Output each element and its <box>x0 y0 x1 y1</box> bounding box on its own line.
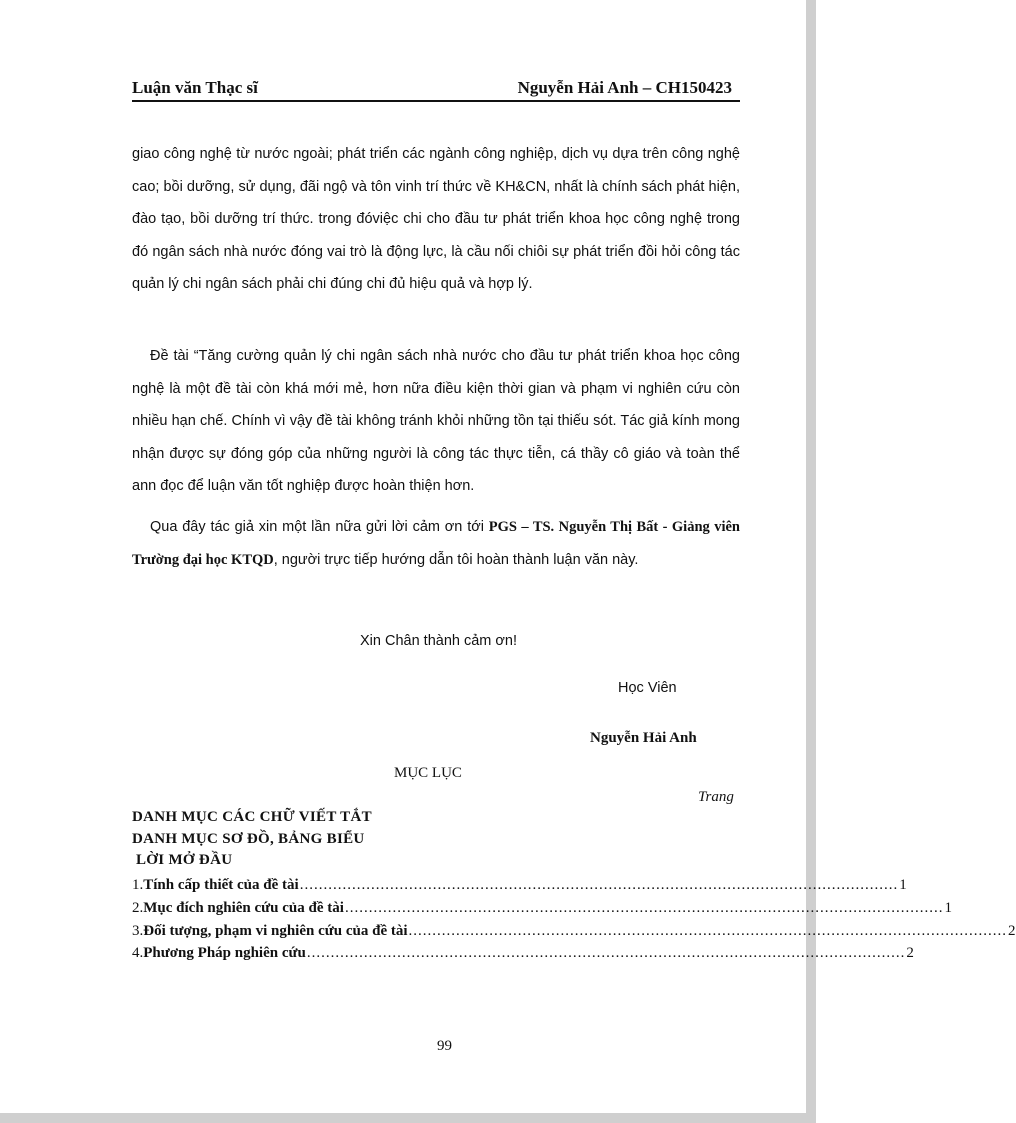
toc-item[interactable] <box>132 897 952 917</box>
paragraph-3 <box>132 511 740 576</box>
thanks-line: Xin Chân thành cảm ơn! <box>360 633 518 649</box>
toc-item-leader: .............................................................................................................................. <box>306 945 906 961</box>
toc-item-label: Đối tượng, phạm vi nghiên cứu của đề tài <box>143 923 408 939</box>
header-left-text: Luận văn Thạc sĩ <box>132 78 258 97</box>
page-number: 99 <box>437 1038 452 1054</box>
paragraph-3-start: Qua đây tác giả xin một lần nữa gửi lời cảm ơn tới <box>150 519 489 535</box>
toc-item[interactable] <box>132 942 914 962</box>
student-name: Nguyễn Hải Anh <box>590 730 697 746</box>
toc-heading-introduction[interactable]: LỜI MỞ ĐẦU <box>136 852 233 868</box>
toc-item[interactable] <box>132 920 1016 940</box>
toc-item-label: Mục đích nghiên cứu của đề tài <box>143 900 344 916</box>
toc-heading-abbreviations[interactable]: DANH MỤC CÁC CHỮ VIẾT TẮT <box>132 809 372 825</box>
toc-item-leader: .............................................................................................................................. <box>408 923 1008 939</box>
toc-item-page: 1 <box>944 900 952 916</box>
paragraph-1: giao công nghệ từ nước ngoài; phát triển các ngành công nghiệp, dịch vụ dựa trên công nghệ cao; bồi dưỡng, sử dụng, đãi ngộ và tôn vinh trí thức về KH&CN, nhất là chính sách phát hiện, đào tạo, bồi dưỡng trí thức. trong đóviệc chi cho đầu tư phát triển khoa học công nghệ trong đó ngân sách nhà nước đóng vai trò là động lực, là cầu nối chiôi sự phát triển đồi hỏi công tác quản lý chi ngân sách phải chi đúng chi đủ hiệu quả và hợp lý. <box>132 146 740 292</box>
toc-item-label: Tính cấp thiết của đề tài <box>143 877 299 893</box>
toc-title: MỤC LỤC <box>394 765 462 781</box>
student-role: Học Viên <box>618 680 677 696</box>
toc-item[interactable] <box>132 874 907 894</box>
toc-item-number: 1. <box>132 877 144 893</box>
toc-item-number: 2. <box>132 900 144 916</box>
toc-item-page: 1 <box>899 877 907 893</box>
page-header <box>132 74 740 102</box>
toc-item-leader: .............................................................................................................................. <box>344 900 944 916</box>
header-right-text: Nguyễn Hải Anh – CH150423 <box>517 78 732 97</box>
paragraph-2: Đề tài “Tăng cường quản lý chi ngân sách nhà nước cho đầu tư phát triển khoa học công nghệ là một đề tài còn khá mới mẻ, hơn nữa điều kiện thời gian và phạm vi nghiên cứu còn nhiều hạn chế. Chính vì vậy đề tài không tránh khỏi những tồn tại thiếu sót. Tác giả kính mong nhận được sự đóng góp của những người là công tác thực tiễn, cá thầy cô giáo và toàn thể ann đọc để luận văn tốt nghiệp được hoàn thiện hơn. <box>132 348 740 494</box>
toc-item-number: 3. <box>132 923 144 939</box>
toc-item-page: 2 <box>906 945 914 961</box>
toc-item-leader: .............................................................................................................................. <box>299 877 899 893</box>
toc-item-number: 4. <box>132 945 144 961</box>
toc-item-label: Phương Pháp nghiên cứu <box>143 945 306 961</box>
page-shadow-bottom <box>0 1113 816 1123</box>
toc-heading-diagrams[interactable]: DANH MỤC SƠ ĐỒ, BẢNG BIỂU <box>132 831 365 847</box>
supervisor-name: PGS – TS. Nguyễn Thị Bất - Giảng viên Trường đại học KTQD <box>132 519 740 568</box>
toc-page-label: Trang <box>698 789 734 805</box>
toc-item-page: 2 <box>1008 923 1016 939</box>
paragraph-3-end: , người trực tiếp hướng dẫn tôi hoàn thành luận văn này. <box>273 551 639 568</box>
